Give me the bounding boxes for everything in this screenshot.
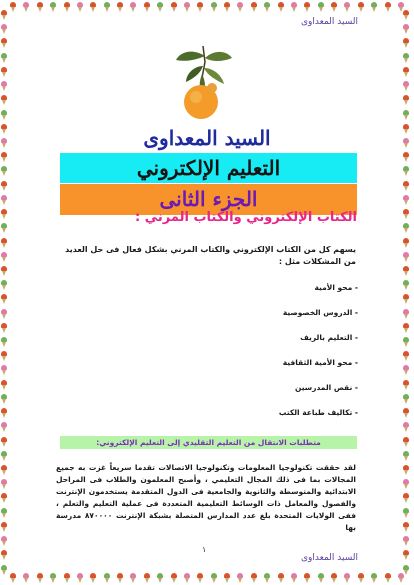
ice-cream-cone-icon (1, 266, 7, 276)
ice-cream-cone-icon (403, 323, 409, 333)
ice-cream-cone-icon (171, 2, 177, 12)
ice-cream-cone-icon (403, 365, 409, 375)
ice-cream-cone-icon (403, 479, 409, 489)
ice-cream-cone-icon (237, 2, 243, 12)
border-top (10, 2, 404, 12)
ice-cream-cone-icon (403, 110, 409, 120)
ice-cream-cone-icon (371, 573, 377, 583)
ice-cream-cone-icon (1, 394, 7, 404)
transition-heading: متطلبات الانتقال من التعليم التقليدي إلى التعليم الإلكتروني: (60, 436, 357, 449)
ice-cream-cone-icon (403, 280, 409, 290)
ice-cream-cone-icon (64, 2, 70, 12)
ice-cream-cone-icon (23, 573, 29, 583)
ice-cream-cone-icon (304, 2, 310, 12)
ice-cream-cone-icon (1, 238, 7, 248)
ice-cream-cone-icon (403, 309, 409, 319)
ice-cream-cone-icon (1, 110, 7, 120)
ice-cream-cone-icon (1, 323, 7, 333)
ice-cream-cone-icon (403, 493, 409, 503)
ice-cream-cone-icon (371, 2, 377, 12)
ice-cream-cone-icon (403, 337, 409, 347)
ice-cream-cone-icon (1, 351, 7, 361)
ice-cream-cone-icon (197, 2, 203, 12)
ice-cream-cone-icon (144, 2, 150, 12)
ice-cream-cone-icon (403, 565, 409, 575)
ice-cream-cone-icon (23, 2, 29, 12)
list-item: - محو الأمية الثقافية (282, 358, 358, 367)
transition-paragraph: لقد حققت تكنولوجيا المعلومات وتكنولوجيا الاتصالات تقدما سريعاً غزت به جميع المجالات بما فى ذلك المجال التعليمي ، وأصبح المعلمون والطلاب فى المراحل الابتدائية والمتوسطة والثانوية والجامعية فى الدول المتقدمة يستخدمون الإنترنت والفصول والمعامل ذات الوسائط التعليمية المتعددة فى عملية التعليم والتعلم ، ففى الولايات المتحدة بلغ عدد المدارس المتصلة بشبكة الإنترنت ٨٧٠٠٠٠ مدرسة بها (56, 463, 356, 532)
ice-cream-cone-icon (1, 152, 7, 162)
ice-cream-cone-icon (64, 573, 70, 583)
ice-cream-cone-icon (1, 67, 7, 77)
ice-cream-cone-icon (403, 266, 409, 276)
ice-cream-cone-icon (1, 10, 7, 20)
ice-cream-cone-icon (264, 573, 270, 583)
ice-cream-cone-icon (1, 309, 7, 319)
ice-cream-cone-icon (251, 573, 257, 583)
ice-cream-cone-icon (278, 2, 284, 12)
ice-cream-cone-icon (344, 2, 350, 12)
ice-cream-cone-icon (237, 573, 243, 583)
ice-cream-cone-icon (1, 280, 7, 290)
ice-cream-cone-icon (403, 252, 409, 262)
ice-cream-cone-icon (1, 24, 7, 34)
ice-cream-cone-icon (1, 95, 7, 105)
ice-cream-cone-icon (130, 573, 136, 583)
ice-cream-cone-icon (1, 166, 7, 176)
ice-cream-cone-icon (50, 2, 56, 12)
ice-cream-cone-icon (77, 2, 83, 12)
author-title: السيد المعداوى (143, 126, 271, 150)
ice-cream-cone-icon (403, 465, 409, 475)
ice-cream-cone-icon (1, 223, 7, 233)
ice-cream-cone-icon (403, 238, 409, 248)
ice-cream-cone-icon (403, 536, 409, 546)
ice-cream-cone-icon (403, 408, 409, 418)
ice-cream-cone-icon (37, 573, 43, 583)
ice-cream-cone-icon (403, 166, 409, 176)
ice-cream-cone-icon (1, 195, 7, 205)
ice-cream-cone-icon (331, 2, 337, 12)
border-bottom (10, 573, 404, 583)
ice-cream-cone-icon (403, 422, 409, 432)
ice-cream-cone-icon (37, 2, 43, 12)
ice-cream-cone-icon (385, 573, 391, 583)
ice-cream-cone-icon (264, 2, 270, 12)
ice-cream-cone-icon (224, 2, 230, 12)
ice-cream-cone-icon (331, 573, 337, 583)
list-item: - محو الأمية (314, 283, 358, 292)
ice-cream-cone-icon (130, 2, 136, 12)
ice-cream-cone-icon (403, 152, 409, 162)
ice-cream-cone-icon (211, 573, 217, 583)
problems-list (158, 283, 358, 433)
ice-cream-cone-icon (403, 522, 409, 532)
ice-cream-cone-icon (403, 24, 409, 34)
main-title-band: التعليم الإلكتروني (60, 153, 357, 183)
ice-cream-cone-icon (403, 351, 409, 361)
ice-cream-cone-icon (385, 2, 391, 12)
ice-cream-cone-icon (1, 437, 7, 447)
ice-cream-cone-icon (403, 81, 409, 91)
footer-author: السيد المعداوى (301, 553, 358, 563)
ice-cream-cone-icon (1, 536, 7, 546)
ice-cream-cone-icon (1, 422, 7, 432)
ice-cream-cone-icon (1, 565, 7, 575)
ice-cream-cone-icon (1, 81, 7, 91)
ice-cream-cone-icon (1, 408, 7, 418)
orange-branch-icon (172, 44, 234, 122)
ice-cream-cone-icon (104, 2, 110, 12)
ice-cream-cone-icon (157, 573, 163, 583)
ice-cream-cone-icon (1, 493, 7, 503)
list-item: - التعليم بالريف (300, 333, 358, 342)
ice-cream-cone-icon (1, 550, 7, 560)
ice-cream-cone-icon (403, 451, 409, 461)
ice-cream-cone-icon (403, 181, 409, 191)
ice-cream-cone-icon (358, 573, 364, 583)
ice-cream-cone-icon (1, 181, 7, 191)
ice-cream-cone-icon (251, 2, 257, 12)
ice-cream-cone-icon (1, 508, 7, 518)
ice-cream-cone-icon (358, 2, 364, 12)
ice-cream-cone-icon (184, 573, 190, 583)
ice-cream-cone-icon (1, 337, 7, 347)
ice-cream-cone-icon (90, 573, 96, 583)
ice-cream-cone-icon (1, 465, 7, 475)
ice-cream-cone-icon (1, 365, 7, 375)
ice-cream-cone-icon (403, 550, 409, 560)
ice-cream-cone-icon (1, 479, 7, 489)
page-number: ١ (202, 545, 207, 554)
ice-cream-cone-icon (403, 195, 409, 205)
ice-cream-cone-icon (403, 508, 409, 518)
ice-cream-cone-icon (117, 573, 123, 583)
ice-cream-cone-icon (104, 573, 110, 583)
list-item: - الدروس الخصوصية (282, 308, 358, 317)
header-author: السيد المعداوى (301, 17, 358, 27)
ice-cream-cone-icon (184, 2, 190, 12)
ice-cream-cone-icon (1, 451, 7, 461)
part-title-band: الجزء الثانى (60, 184, 357, 215)
ice-cream-cone-icon (50, 573, 56, 583)
ice-cream-cone-icon (1, 522, 7, 532)
ice-cream-cone-icon (304, 573, 310, 583)
ice-cream-cone-icon (144, 573, 150, 583)
ice-cream-cone-icon (318, 2, 324, 12)
ice-cream-cone-icon (291, 2, 297, 12)
ice-cream-cone-icon (403, 10, 409, 20)
list-item: - نقص المدرسين (294, 383, 358, 392)
ice-cream-cone-icon (403, 223, 409, 233)
ice-cream-cone-icon (1, 252, 7, 262)
ice-cream-cone-icon (77, 573, 83, 583)
ice-cream-cone-icon (117, 2, 123, 12)
ice-cream-cone-icon (403, 380, 409, 390)
section-heading: الكتاب الإلكتروني والكتاب المرني : (135, 210, 357, 225)
ice-cream-cone-icon (318, 573, 324, 583)
ice-cream-cone-icon (90, 2, 96, 12)
ice-cream-cone-icon (197, 573, 203, 583)
ice-cream-cone-icon (171, 573, 177, 583)
ice-cream-cone-icon (1, 209, 7, 219)
border-left (1, 10, 11, 575)
ice-cream-cone-icon (403, 38, 409, 48)
ice-cream-cone-icon (278, 573, 284, 583)
ice-cream-cone-icon (1, 380, 7, 390)
ice-cream-cone-icon (403, 209, 409, 219)
ice-cream-cone-icon (403, 53, 409, 63)
ice-cream-cone-icon (403, 67, 409, 77)
section-intro: يسهم كل من الكتاب الإلكتروني والكتاب المرني بشكل فعال فى حل العديد من المشكلات مثل : (65, 245, 356, 266)
ice-cream-cone-icon (403, 437, 409, 447)
ice-cream-cone-icon (344, 573, 350, 583)
ice-cream-cone-icon (403, 95, 409, 105)
ice-cream-cone-icon (224, 573, 230, 583)
ice-cream-cone-icon (291, 573, 297, 583)
ice-cream-cone-icon (211, 2, 217, 12)
ice-cream-cone-icon (1, 38, 7, 48)
ice-cream-cone-icon (403, 394, 409, 404)
ice-cream-cone-icon (157, 2, 163, 12)
ice-cream-cone-icon (1, 294, 7, 304)
list-item: - تكاليف طباعة الكتب (278, 408, 358, 417)
ice-cream-cone-icon (1, 53, 7, 63)
ice-cream-cone-icon (403, 294, 409, 304)
border-right (403, 10, 413, 575)
